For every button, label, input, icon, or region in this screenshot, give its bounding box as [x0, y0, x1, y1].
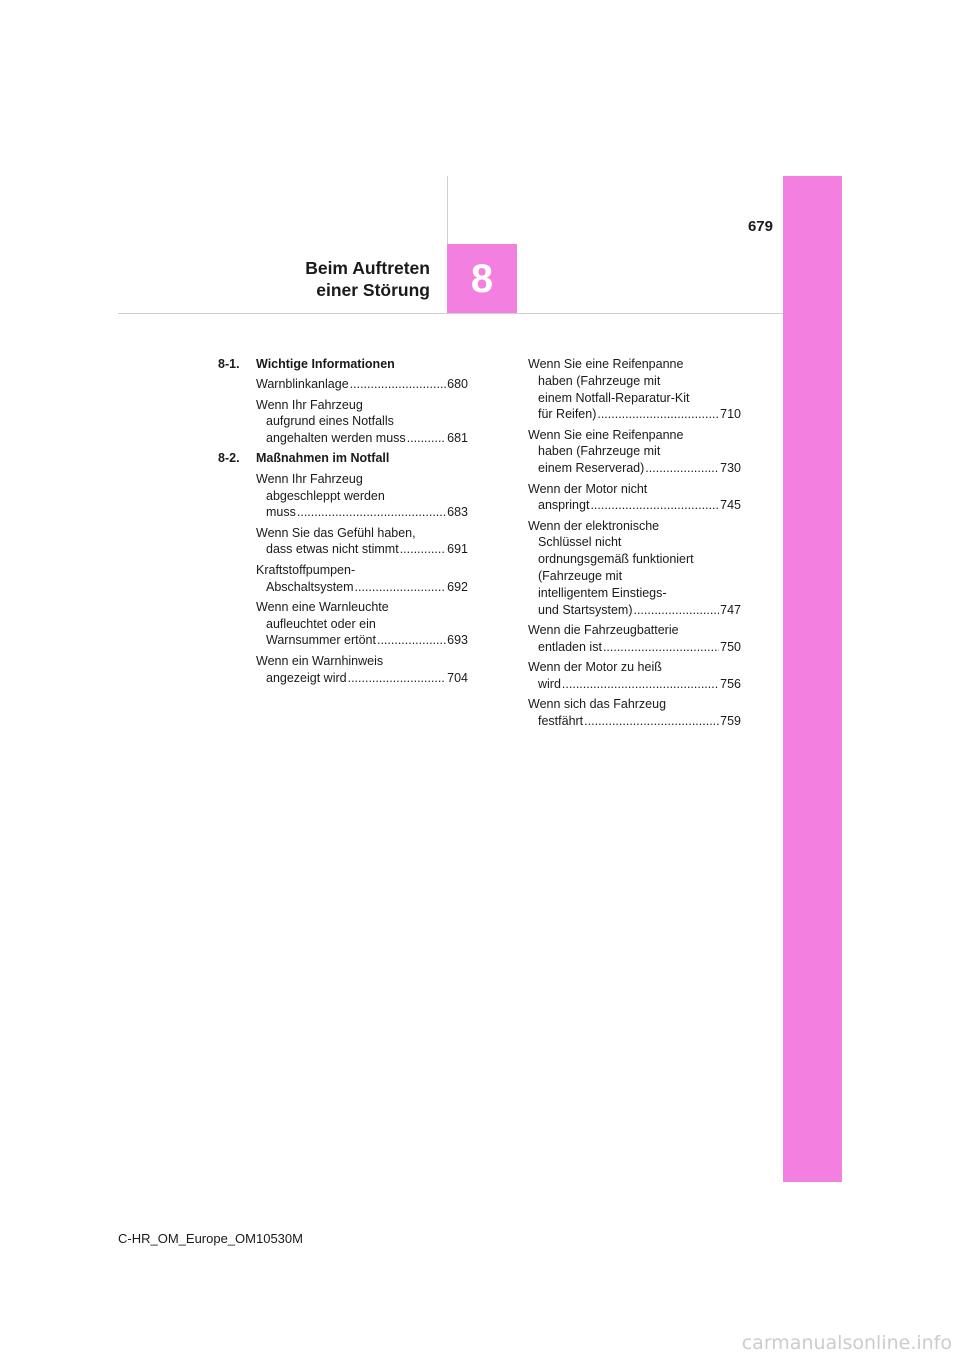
toc-section-heading [218, 356, 468, 373]
toc-entry-text: Warnblinkanlage [256, 377, 349, 392]
toc-entry-line [528, 518, 741, 535]
toc-section-number: 8-2. [218, 451, 240, 466]
toc-leader-dots [348, 670, 447, 687]
toc-entry-line [256, 562, 468, 579]
toc-leader-dots [633, 602, 719, 619]
toc-entry-text: Warnsummer ertönt [266, 633, 376, 648]
toc-right-column [528, 356, 741, 733]
toc-entry-line [256, 376, 468, 393]
toc-entry-line [528, 551, 741, 568]
toc-entry-line [528, 534, 741, 551]
toc-entry-text: Wenn Sie eine Reifenpanne [528, 357, 684, 371]
toc-leader-dots [597, 406, 719, 423]
toc-entry-line [528, 713, 741, 730]
toc-entry-text: für Reifen) [538, 407, 597, 422]
toc-entry-line [528, 356, 741, 373]
toc-entry[interactable] [256, 653, 468, 687]
toc-section-heading [218, 450, 468, 467]
toc-entry[interactable] [256, 599, 468, 649]
toc-entry-text: Wenn die Fahrzeugbatterie [528, 622, 679, 637]
toc-entry-line [528, 390, 741, 407]
toc-section [218, 356, 468, 447]
toc-leader-dots [355, 579, 447, 596]
chapter-title-line2: einer Störung [316, 280, 430, 300]
toc-entry-text: wird [538, 676, 561, 691]
chapter-side-tab [783, 176, 842, 1182]
toc-entry-line [528, 443, 741, 460]
toc-page-number: 747 [720, 602, 741, 617]
toc-entry-text: abgeschleppt werden [266, 488, 385, 503]
toc-entry-text: Wenn der Motor nicht [528, 481, 648, 496]
document-footer: C-HR_OM_Europe_OM10530M [118, 1231, 303, 1246]
toc-entry-text: Abschaltsystem [266, 579, 354, 594]
toc-entry-line [528, 460, 741, 477]
toc-entry[interactable] [528, 696, 741, 730]
toc-entry[interactable] [528, 481, 741, 515]
toc-entry[interactable] [256, 376, 468, 393]
toc-entry-line [256, 430, 468, 447]
toc-page-number: 704 [447, 670, 468, 685]
toc-entry[interactable] [256, 471, 468, 521]
toc-entry-line [256, 616, 468, 633]
page-number: 679 [747, 218, 773, 235]
toc-leader-dots [645, 460, 719, 477]
toc-entry[interactable] [528, 356, 741, 423]
toc-entry-text: Wenn Ihr Fahrzeug [256, 397, 363, 412]
toc-entry-text: Wenn Sie eine Reifenpanne [528, 427, 684, 442]
toc-entry-line [256, 599, 468, 616]
toc-entry-line [256, 579, 468, 596]
toc-page-number: 692 [447, 579, 468, 594]
toc-entry-text: und Startsystem) [538, 602, 633, 617]
watermark: carmanualsonline.info [741, 1332, 952, 1354]
toc-section-title: Maßnahmen im Notfall [256, 451, 390, 466]
toc-entry-text: einem Notfall-Reparatur-Kit [538, 390, 690, 405]
toc-leader-dots [297, 504, 446, 521]
toc-entry-line [256, 653, 468, 670]
toc-entry-line [256, 397, 468, 414]
toc-left-column [218, 356, 468, 690]
toc-leader-dots [562, 676, 719, 693]
toc-page-number: 759 [720, 713, 741, 728]
toc-entry-text: intelligentem Einstiegs- [538, 585, 667, 600]
toc-entry-line [528, 602, 741, 619]
toc-entry-text: Wenn ein Warnhinweis [256, 653, 384, 668]
toc-entry-text: entladen ist [538, 639, 602, 654]
toc-entry-text: haben (Fahrzeuge mit [538, 373, 661, 388]
toc-entry-line [528, 696, 741, 713]
toc-entry-text: dass etwas nicht stimmt [266, 542, 399, 557]
toc-entry-line [256, 632, 468, 649]
header-divider-vertical [447, 176, 448, 244]
toc-section-title: Wichtige Informationen [256, 357, 395, 371]
toc-entry-line [528, 427, 741, 444]
toc-entry-text: Wenn eine Warnleuchte [256, 599, 389, 614]
toc-entry[interactable] [528, 622, 741, 656]
toc-entry-line [256, 413, 468, 430]
toc-entry-line [256, 670, 468, 687]
toc-leader-dots [350, 376, 446, 393]
toc-entry-line [256, 504, 468, 521]
header-divider-horizontal [118, 313, 783, 314]
toc-entry-text: haben (Fahrzeuge mit [538, 444, 661, 459]
toc-entry-line [528, 676, 741, 693]
toc-page-number: 710 [720, 407, 741, 422]
toc-entry[interactable] [528, 659, 741, 693]
toc-page-number: 681 [447, 431, 468, 446]
chapter-title-line1: Beim Auftreten [305, 258, 430, 278]
toc-entry-text: ordnungsgemäß funktioniert [538, 552, 694, 567]
toc-entry-text: Wenn Sie das Gefühl haben, [256, 525, 416, 540]
toc-section-entries [218, 471, 468, 687]
toc-page-number: 730 [720, 461, 741, 476]
toc-entry-text: Wenn Ihr Fahrzeug [256, 471, 363, 486]
toc-entry-text: festfährt [538, 713, 584, 728]
chapter-number: 8 [470, 256, 494, 301]
toc-entry-text: Wenn sich das Fahrzeug [528, 697, 667, 712]
toc-page-number: 750 [720, 639, 741, 654]
toc-page-number: 756 [720, 676, 741, 691]
toc-leader-dots [377, 632, 446, 649]
toc-entry-text: einem Reserverad) [538, 461, 645, 476]
toc-page-number: 693 [447, 633, 468, 648]
toc-leader-dots [400, 541, 446, 558]
toc-entry-text: Wenn der elektronische [528, 518, 660, 533]
toc-section-number: 8-1. [218, 357, 240, 371]
toc-section [218, 450, 468, 686]
toc-entry-text: angehalten werden muss [266, 431, 406, 446]
toc-entry-line [528, 373, 741, 390]
toc-entry-line [528, 659, 741, 676]
toc-entry-line [528, 568, 741, 585]
toc-entry-text: angezeigt wird [266, 670, 347, 685]
toc-leader-dots [590, 497, 719, 514]
toc-section-entries [218, 376, 468, 447]
toc-entry-text: muss [266, 505, 296, 520]
toc-entry-text: Kraftstoffpumpen- [256, 562, 356, 577]
toc-leader-dots [603, 639, 719, 656]
toc-page-number: 680 [447, 377, 468, 392]
toc-page-number: 745 [720, 498, 741, 513]
toc-entry-text: aufgrund eines Notfalls [266, 414, 394, 429]
toc-entry-text: Wenn der Motor zu heiß [528, 660, 662, 675]
toc-entry-line [528, 481, 741, 498]
toc-entry-text: (Fahrzeuge mit [538, 569, 623, 584]
toc-entry-line [256, 471, 468, 488]
toc-entry-line [528, 497, 741, 514]
toc-entry-line [256, 525, 468, 542]
toc-entry[interactable] [528, 518, 741, 619]
toc-entry-text: aufleuchtet oder ein [266, 616, 376, 631]
toc-entry[interactable] [256, 397, 468, 447]
toc-entry[interactable] [256, 562, 468, 596]
toc-entry[interactable] [256, 525, 468, 559]
chapter-title [305, 257, 430, 301]
toc-page-number: 691 [447, 542, 468, 557]
chapter-number-box [447, 244, 517, 314]
toc-entry[interactable] [528, 427, 741, 477]
toc-leader-dots [584, 713, 719, 730]
toc-entry-line [256, 541, 468, 558]
toc-entry-line [528, 639, 741, 656]
toc-entry-text: Schlüssel nicht [538, 535, 622, 550]
toc-entry-text: anspringt [538, 498, 590, 513]
toc-entry-line [256, 488, 468, 505]
toc-page-number: 683 [447, 505, 468, 520]
toc-entry-line [528, 622, 741, 639]
toc-entry-line [528, 585, 741, 602]
toc-leader-dots [407, 430, 446, 447]
toc-entry-line [528, 406, 741, 423]
